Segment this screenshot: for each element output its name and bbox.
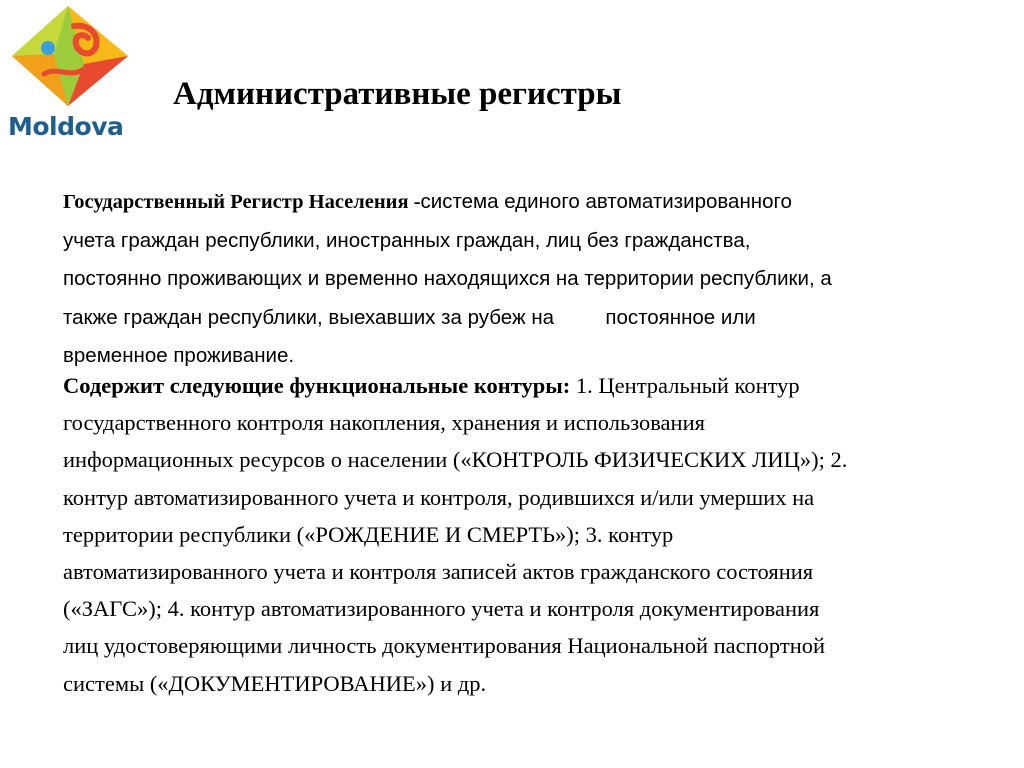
paragraph-population-register	[63, 183, 963, 376]
paragraph2-line: контур автоматизированного учета и контроля, родившихся и/или умерших на	[63, 484, 815, 510]
paragraph2-line: («ЗАГС»); 4. контур автоматизированного учета и контроля документирования	[63, 596, 820, 622]
paragraph2-line: лиц удостоверяющими личность документирования Национальной паспортной	[63, 633, 826, 659]
paragraph2-bold: Содержит следующие функциональные контуры:	[63, 373, 571, 398]
logo-text: Moldova	[8, 112, 124, 141]
paragraph1-bold: Государственный Регистр Населения -	[63, 191, 421, 213]
paragraph2-line: системы («ДОКУМЕНТИРОВАНИЕ») и др.	[63, 670, 487, 696]
paragraph-functional-contours	[63, 367, 963, 702]
paragraph2-line: информационных ресурсов о населении («КОНТРОЛЬ ФИЗИЧЕСКИХ ЛИЦ»); 2.	[63, 447, 848, 473]
paragraph1-line: также граждан республики, выехавших за рубеж на постоянное или	[63, 305, 756, 329]
paragraph2-line: 1. Центральный контур	[570, 373, 800, 398]
page-title: Административные регистры	[173, 76, 622, 112]
moldova-logo-icon	[4, 4, 132, 112]
paragraph1-line: система единого автоматизированного	[420, 190, 792, 213]
paragraph2-line: территории республики («РОЖДЕНИЕ И СМЕРТЬ»); 3. контур	[63, 521, 674, 547]
paragraph1-line: учета граждан республики, иностранных граждан, лиц без гражданства,	[63, 228, 751, 252]
paragraph1-line: постоянно проживающих и временно находящихся на территории республики, а	[63, 267, 832, 290]
moldova-logo	[4, 4, 132, 140]
paragraph1-line: временное проживание.	[63, 344, 295, 367]
paragraph2-line: государственного контроля накопления, хранения и использования	[63, 410, 705, 436]
paragraph2-line: автоматизированного учета и контроля записей актов гражданского состояния	[63, 559, 814, 585]
